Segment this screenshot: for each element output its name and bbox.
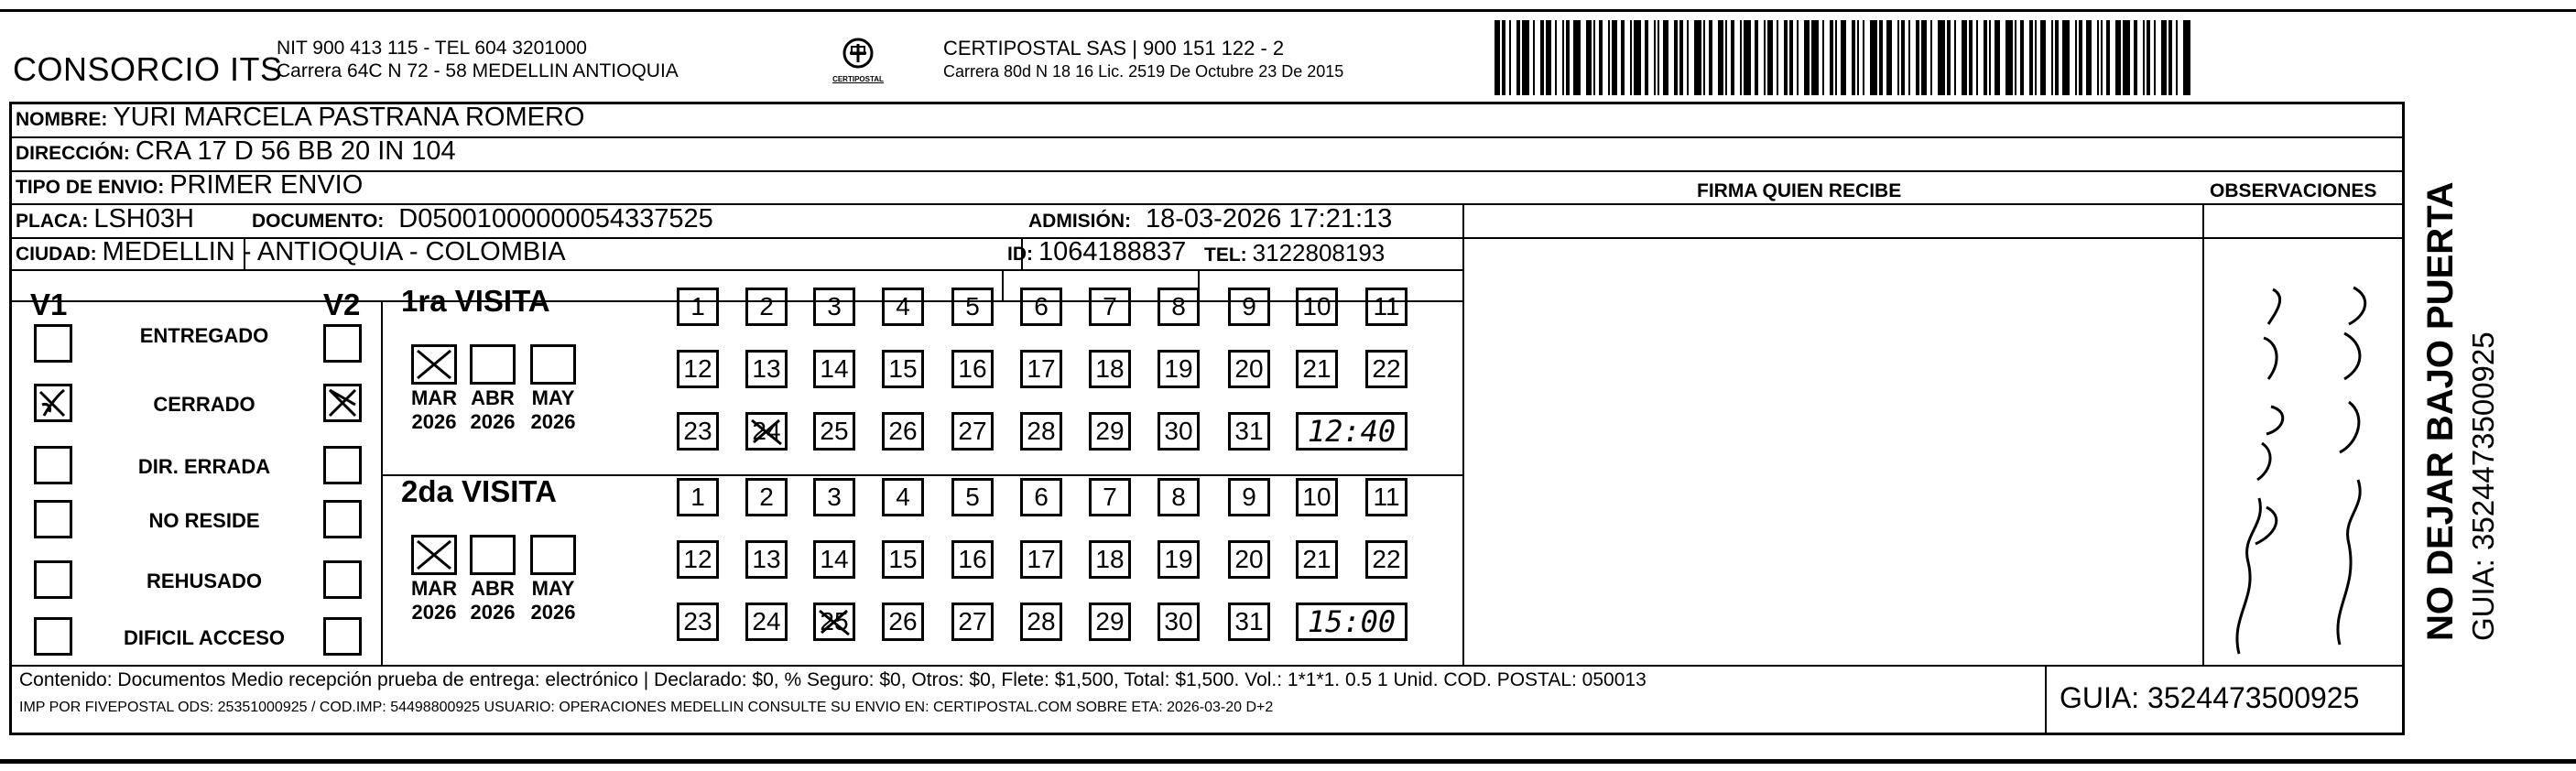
day-cell[interactable]: 5 (951, 288, 994, 326)
side-warning: NO DEJAR BAJO PUERTA (2420, 181, 2461, 641)
v1-header: V1 (30, 288, 68, 321)
day-cell[interactable]: 25 (813, 412, 855, 451)
day-cell[interactable]: 14 (813, 540, 855, 579)
barcode-bar (2097, 20, 2099, 95)
day-cell[interactable]: 26 (882, 603, 924, 641)
day-cell[interactable]: 30 (1158, 412, 1200, 451)
barcode-bar (1540, 20, 1544, 95)
placa-value: LSH03H (93, 204, 194, 233)
barcode-bar (1797, 20, 1799, 95)
day-cell[interactable]: 13 (745, 540, 788, 579)
barcode-bar (1947, 20, 1951, 95)
barcode-bar (2147, 20, 2150, 95)
check-mark-icon (37, 386, 70, 419)
barcode-bar (2123, 20, 2130, 95)
check-mark-icon (326, 386, 359, 419)
barcode-bar (1954, 20, 1956, 95)
day-cell[interactable]: 12 (677, 350, 719, 388)
visit-time[interactable]: 12:40 (1296, 412, 1408, 451)
status-label: CERRADO (153, 393, 255, 416)
tel-row (1204, 239, 1385, 267)
barcode-bar (1994, 20, 2000, 95)
month-checkbox[interactable] (411, 535, 457, 575)
status-label: NO RESIDE (148, 509, 260, 532)
barcode-bar (1789, 20, 1793, 95)
barcode-bar (1897, 20, 1899, 95)
tel-label: TEL: (1204, 244, 1247, 266)
day-cell[interactable]: 20 (1228, 540, 1270, 579)
barcode-bar (1916, 20, 1919, 95)
v1-checkbox[interactable] (34, 500, 72, 538)
day-cell[interactable]: 10 (1296, 478, 1338, 516)
day-cell[interactable]: 19 (1158, 350, 1200, 388)
barcode-bar (1908, 20, 1910, 95)
placa-row (16, 204, 194, 234)
day-cell[interactable]: 31 (1228, 412, 1270, 451)
barcode-bar (2086, 20, 2092, 95)
documento-row (252, 204, 713, 234)
bottom-rule (0, 759, 2576, 764)
day-cell[interactable]: 24 (745, 603, 788, 641)
month-checkbox[interactable] (530, 535, 576, 575)
barcode-bar (1767, 20, 1773, 95)
barcode-bar (2020, 20, 2024, 95)
day-cell[interactable]: 11 (1365, 288, 1408, 326)
day-cell[interactable]: 7 (1089, 478, 1131, 516)
barcode-bar (1822, 20, 1824, 95)
month-label: ABR 2026 (470, 386, 516, 433)
barcode-bar (1502, 20, 1505, 95)
tel-value: 3122808193 (1252, 239, 1386, 266)
top-rule (0, 9, 2576, 12)
barcode-bar (1764, 20, 1766, 95)
day-cell[interactable]: 11 (1365, 478, 1408, 516)
nombre-label: NOMBRE: (16, 109, 108, 130)
day-cell[interactable]: 2 (745, 478, 788, 516)
v1-checkbox[interactable] (34, 446, 72, 484)
courier-license: Carrera 80d N 18 16 Lic. 2519 De Octubre 23 De 2015 (943, 62, 1344, 81)
tipo-label: TIPO DE ENVIO: (16, 177, 165, 198)
barcode-bar (1593, 20, 1595, 95)
admision-value: 18-03-2026 17:21:13 (1146, 204, 1393, 233)
status-label: ENTREGADO (139, 324, 269, 347)
day-cell[interactable]: 8 (1158, 288, 1200, 326)
day-cell[interactable]: 31 (1228, 603, 1270, 641)
footer-guia: GUIA: 3524473500925 (2060, 681, 2360, 714)
barcode-bar (1784, 20, 1788, 95)
barcode-bar (1509, 20, 1511, 95)
day-cell[interactable]: 10 (1296, 288, 1338, 326)
day-cell[interactable]: 27 (951, 412, 994, 451)
observaciones-area (2202, 269, 2402, 663)
firma-header: FIRMA QUIEN RECIBE (1697, 180, 1902, 201)
id-label: ID: (1007, 244, 1033, 265)
barcode-bar (1562, 20, 1564, 95)
barcode-bar (1811, 20, 1819, 95)
barcode-bar (1830, 20, 1833, 95)
nombre-value: YURI MARCELA PASTRANA ROMERO (113, 103, 585, 132)
day-cell[interactable]: 22 (1365, 350, 1408, 388)
day-cell[interactable]: 24 (745, 412, 788, 451)
observaciones-header: OBSERVACIONES (2210, 180, 2377, 201)
barcode-bar (1731, 20, 1734, 95)
direccion-label: DIRECCIÓN: (16, 143, 130, 164)
day-cell[interactable]: 21 (1296, 540, 1338, 579)
barcode-bar (2154, 20, 2156, 95)
day-mark-icon (748, 415, 785, 454)
ciudad-label: CIUDAD: (16, 244, 97, 265)
day-cell[interactable]: 14 (813, 350, 855, 388)
handwriting-observaciones (2202, 269, 2402, 663)
barcode-bar (1495, 20, 1500, 95)
barcode-bar (1984, 20, 1987, 95)
v1-checkbox[interactable] (34, 384, 72, 422)
month-checkbox[interactable] (530, 344, 576, 385)
day-cell[interactable]: 20 (1228, 350, 1270, 388)
courier-info (943, 37, 1343, 82)
barcode-bar (1679, 20, 1683, 95)
day-cell[interactable]: 3 (813, 288, 855, 326)
day-cell[interactable]: 16 (951, 350, 994, 388)
company-address: Carrera 64C N 72 - 58 MEDELLIN ANTIOQUIA (277, 60, 679, 81)
day-cell[interactable]: 16 (951, 540, 994, 579)
day-cell[interactable]: 1 (677, 288, 719, 326)
barcode-bar (2143, 20, 2145, 95)
barcode-bar (1546, 20, 1551, 95)
barcode-bar (1879, 20, 1883, 95)
barcode-bar (1522, 20, 1529, 95)
day-cell[interactable]: 4 (882, 288, 924, 326)
day-cell[interactable]: 27 (951, 603, 994, 641)
barcode-bar (1901, 20, 1905, 95)
admision-row (1028, 204, 1392, 234)
day-cell[interactable]: 15 (882, 540, 924, 579)
day-cell[interactable]: 7 (1089, 288, 1131, 326)
v1-checkbox[interactable] (34, 324, 72, 363)
nombre-row (16, 103, 584, 133)
certipostal-logo (824, 33, 892, 90)
visit-time[interactable]: 15:00 (1296, 603, 1408, 641)
company-nit: NIT 900 413 115 - TEL 604 3201000 (277, 38, 587, 59)
barcode-bar (1938, 20, 1945, 95)
month-label: ABR 2026 (470, 577, 516, 624)
day-cell[interactable]: 30 (1158, 603, 1200, 641)
barcode-bar (1658, 20, 1659, 95)
barcode-bar (1555, 20, 1557, 95)
company-name: CONSORCIO ITS (13, 50, 283, 88)
placa-label: PLACA: (16, 211, 89, 232)
day-cell[interactable]: 2 (745, 288, 788, 326)
company-info (277, 37, 679, 82)
v2-checkbox[interactable] (323, 617, 362, 656)
barcode-bar (2075, 20, 2077, 95)
barcode-bar (1852, 20, 1855, 95)
status-label: DIR. ERRADA (137, 455, 271, 478)
status-label: REHUSADO (147, 570, 262, 592)
barcode-bar (1654, 20, 1656, 95)
barcode-bar (1930, 20, 1932, 95)
barcode-bar (1870, 20, 1877, 95)
day-cell[interactable]: 1 (677, 478, 719, 516)
barcode-bar (2115, 20, 2121, 95)
barcode-bar (2055, 20, 2059, 95)
barcode-bar (1674, 20, 1678, 95)
barcode-bar (1863, 20, 1864, 95)
logo-caption: CERTIPOSTAL (832, 75, 884, 83)
day-cell[interactable]: 26 (882, 412, 924, 451)
barcode-bar (1709, 20, 1712, 95)
tipo-row (16, 170, 363, 201)
barcode-bar (1586, 20, 1592, 95)
barcode-bar (1744, 20, 1751, 95)
v2-checkbox[interactable] (323, 500, 362, 538)
day-cell[interactable]: 13 (745, 350, 788, 388)
tipo-value: PRIMER ENVIO (169, 170, 364, 200)
day-cell[interactable]: 25 (813, 603, 855, 641)
day-cell[interactable]: 28 (1020, 603, 1062, 641)
barcode-bar (1857, 20, 1859, 95)
month-label: MAY 2026 (530, 577, 576, 624)
visit-title: 2da VISITA (401, 474, 557, 508)
side-guia: GUIA: 3524473500925 (2466, 331, 2500, 641)
direccion-row (16, 136, 456, 167)
barcode-bar (2062, 20, 2070, 95)
month-checkbox[interactable] (470, 535, 516, 575)
barcode-bar (1533, 20, 1535, 95)
guide-form (9, 102, 2405, 735)
barcode-bar (1573, 20, 1581, 95)
courier-name: CERTIPOSTAL SAS | 900 151 122 - 2 (943, 37, 1285, 60)
barcode-bar (2079, 20, 2082, 95)
visit-title: 1ra VISITA (401, 284, 550, 318)
barcode-bar (2161, 20, 2167, 95)
barcode-bar (1962, 20, 1967, 95)
barcode-bar (1777, 20, 1778, 95)
id-value: 1064188837 (1038, 237, 1187, 266)
day-cell[interactable]: 17 (1020, 540, 1062, 579)
barcode-bar (1921, 20, 1927, 95)
day-mark-icon (816, 605, 853, 645)
barcode-bar (2029, 20, 2033, 95)
barcode-bar (1976, 20, 1978, 95)
admision-label: ADMISIÓN: (1028, 211, 1131, 232)
barcode-bar (1835, 20, 1837, 95)
day-cell[interactable]: 18 (1089, 350, 1131, 388)
day-cell[interactable]: 23 (677, 412, 719, 451)
day-cell[interactable]: 23 (677, 603, 719, 641)
barcode-bar (2101, 20, 2103, 95)
v2-checkbox[interactable] (323, 446, 362, 484)
ciudad-value: MEDELLIN - ANTIOQUIA - COLOMBIA (102, 237, 566, 266)
barcode-bar (1621, 20, 1625, 95)
v2-checkbox[interactable] (323, 324, 362, 363)
day-cell[interactable]: 28 (1020, 412, 1062, 451)
barcode-bar (1612, 20, 1617, 95)
barcode-bar (1566, 20, 1570, 95)
ciudad-row (16, 237, 566, 267)
v2-checkbox[interactable] (323, 384, 362, 422)
barcode-bar (1841, 20, 1846, 95)
day-cell[interactable]: 29 (1089, 603, 1131, 641)
check-mark-icon (414, 538, 454, 572)
day-cell[interactable]: 8 (1158, 478, 1200, 516)
barcode-bar (1989, 20, 1991, 95)
id-row (1007, 237, 1186, 267)
day-cell[interactable]: 15 (882, 350, 924, 388)
day-cell[interactable]: 6 (1020, 478, 1062, 516)
day-cell[interactable]: 12 (677, 540, 719, 579)
day-cell[interactable]: 5 (951, 478, 994, 516)
v1-checkbox[interactable] (34, 617, 72, 656)
barcode-bar (2183, 20, 2190, 95)
barcode-bar (1630, 20, 1632, 95)
v2-header: V2 (323, 288, 361, 321)
barcode (1495, 20, 2227, 95)
barcode-bar (1645, 20, 1648, 95)
barcode-bar (2035, 20, 2037, 95)
day-cell[interactable]: 22 (1365, 540, 1408, 579)
day-cell[interactable]: 3 (813, 478, 855, 516)
barcode-bar (1516, 20, 1520, 95)
footer-contenido: Contenido: Documentos Medio recepción prueba de entrega: electrónico | Declarado: $0, % Seguro: $0, Otros: $0, Flete: $1,500, Total: $1,500. Vol.: 1*1*1. 0.5 1 Unid. COD. POSTAL: 050013 (19, 669, 1647, 690)
month-label: MAR 2026 (410, 577, 458, 624)
barcode-bar (1804, 20, 1810, 95)
day-cell[interactable]: 4 (882, 478, 924, 516)
barcode-bar (2134, 20, 2137, 95)
footer-imp: IMP POR FIVEPOSTAL ODS: 25351000925 / COD.IMP: 54498800925 USUARIO: OPERACIONES MEDELLIN CONSULTE SU ENVIO EN: CERTIPOSTAL.COM SOBRE ETA: 2026-03-20 D+2 (19, 700, 1274, 715)
day-cell[interactable]: 17 (1020, 350, 1062, 388)
check-mark-icon (414, 347, 454, 382)
status-label: DIFICIL ACCESO (123, 626, 285, 649)
day-cell[interactable]: 19 (1158, 540, 1200, 579)
day-cell[interactable]: 9 (1228, 478, 1270, 516)
day-cell[interactable]: 6 (1020, 288, 1062, 326)
barcode-bar (1599, 20, 1603, 95)
barcode-bar (1608, 20, 1610, 95)
month-checkbox[interactable] (411, 344, 457, 385)
barcode-bar (2015, 20, 2016, 95)
day-cell[interactable]: 18 (1089, 540, 1131, 579)
month-label: MAR 2026 (410, 386, 458, 433)
month-checkbox[interactable] (470, 344, 516, 385)
barcode-bar (1886, 20, 1892, 95)
barcode-bar (1755, 20, 1758, 95)
barcode-bar (1703, 20, 1705, 95)
barcode-bar (2168, 20, 2172, 95)
barcode-bar (1663, 20, 1668, 95)
barcode-bar (1694, 20, 1701, 95)
barcode-bar (2051, 20, 2053, 95)
barcode-bar (2040, 20, 2046, 95)
day-cell[interactable]: 21 (1296, 350, 1338, 388)
v2-checkbox[interactable] (323, 560, 362, 599)
documento-value: D05001000000054337525 (398, 204, 713, 233)
barcode-bar (2176, 20, 2178, 95)
barcode-bar (1740, 20, 1742, 95)
day-cell[interactable]: 29 (1089, 412, 1131, 451)
documento-label: DOCUMENTO: (252, 211, 385, 232)
barcode-bar (1718, 20, 1723, 95)
barcode-bar (2005, 20, 2013, 95)
month-label: MAY 2026 (530, 386, 576, 433)
barcode-bar (2106, 20, 2110, 95)
direccion-value: CRA 17 D 56 BB 20 IN 104 (135, 136, 456, 166)
v1-checkbox[interactable] (34, 560, 72, 599)
barcode-bar (1969, 20, 1973, 95)
barcode-bar (1725, 20, 1727, 95)
barcode-bar (1687, 20, 1689, 95)
barcode-bar (1634, 20, 1641, 95)
day-cell[interactable]: 9 (1228, 288, 1270, 326)
